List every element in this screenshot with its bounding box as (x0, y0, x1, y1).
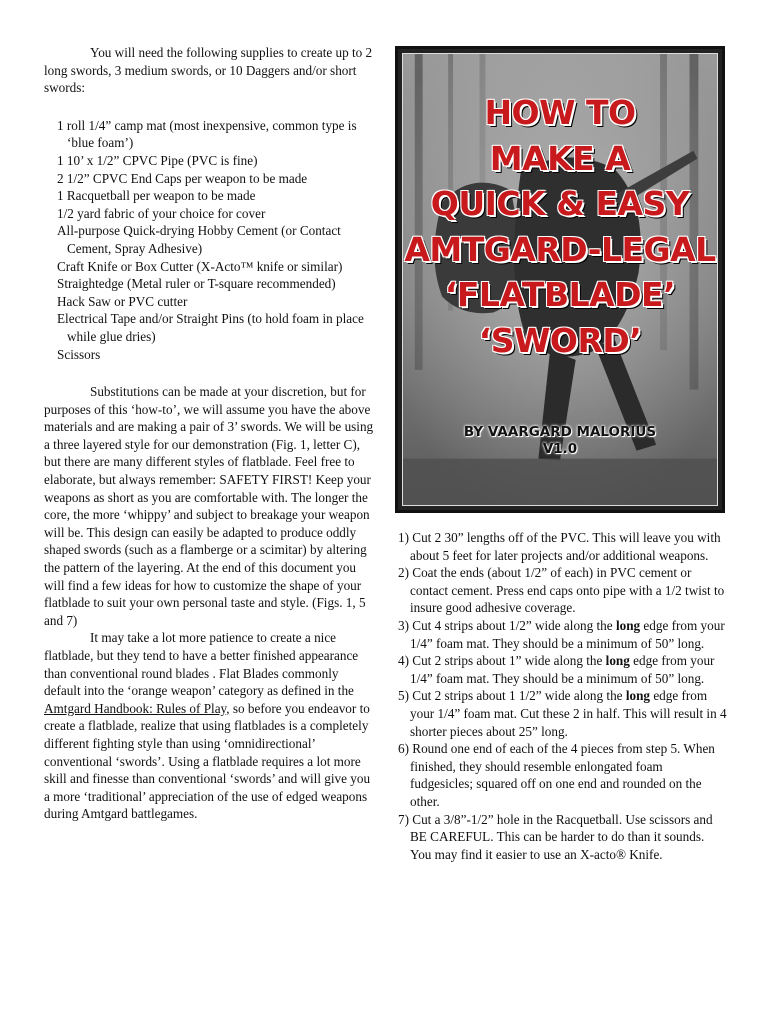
cover-frame (402, 53, 718, 506)
substitutions-paragraph: Substitutions can be made at your discretion, but for purposes of this ‘how-to’, we will assume you have the above materials and are making a pair of 3’ swords. We will be using a three layered style for our demonstration (Fig. 1, letter C), but there are many different styles of flatblade. Feel free to elaborate, but always remember: SAFETY FIRST! Keep your weapons as short as you are comfortable with. The longer the core, the more ‘whippy’ and subject to breakage your weapon will be. This design can easily be adapted to produce oddly shaped swords (such as a flamberge or a scimitar) by altering the pattern of the layering. At the end of this document you will find a few ideas for how to customize the shape of your flatblade to suit your own personal taste and style. (Figs. 1, 5 and 7) (44, 384, 374, 628)
cover-image (395, 46, 725, 513)
cover-title-line: AMTGARD-LEGAL (404, 229, 716, 269)
step-text: edge from your 1/4” foam mat. They should be a minimum of 50” long. (410, 653, 715, 686)
step-text: 3) Cut 4 strips about 1/2” wide along the (398, 617, 616, 633)
flatblade-text-a: It may take a lot more patience to create a nice flatblade, but they tend to have a better finished appearance than conventional round blades . Flat Blades commonly default into the ‘orange weapon’ category as defined in the (44, 630, 359, 699)
supply-item: 2 1/2” CPVC End Caps per weapon to be made (57, 170, 308, 186)
supply-item: 1 Racquetball per weapon to be made (57, 188, 256, 204)
cover-title-line: ‘SWORD’ (478, 320, 642, 360)
version-label: V1.0 (542, 441, 578, 457)
left-column (44, 44, 376, 823)
author-name: BY VAARGARD MALORIUS (463, 424, 657, 440)
step-text: 5) Cut 2 strips about 1 1/2” wide along the (398, 688, 626, 704)
supply-item: 1 10’ x 1/2” CPVC Pipe (PVC is fine) (57, 152, 258, 168)
supply-item: Straightedge (Metal ruler or T-square recommended) (57, 276, 336, 292)
step-emphasis: long (605, 653, 630, 669)
step-item: 6) Round one end of each of the 4 pieces from step 5. When finished, they should resemble enlongated foam fudgesicles; squared off on one end and rounded on the other. (398, 741, 715, 809)
supply-item: Scissors (57, 346, 101, 362)
supply-item: 1/2 yard fabric of your choice for cover (57, 205, 266, 221)
flatblade-paragraph (44, 629, 376, 823)
cover-title-line: MAKE A (489, 138, 631, 178)
supply-item: Craft Knife or Box Cutter (X-Acto™ knife or similar) (57, 258, 343, 274)
step-item (398, 687, 728, 740)
supply-item: All-purpose Quick-drying Hobby Cement (or Contact Cement, Spray Adhesive) (57, 223, 341, 256)
supplies-list (57, 117, 376, 363)
supply-item: Hack Saw or PVC cutter (57, 293, 188, 309)
cover-title-line: QUICK & EASY (430, 184, 690, 223)
step-item (398, 617, 728, 652)
flatblade-text-b: so before you endeavor to create a flatblade, realize that using flatblades is a completely different fighting style than using ‘omnidirectional’ conventional ‘swords’. Using a flatblade requires a lot more skill and finesse than conventional ‘swords’ and will give you a more ‘traditional’ appreciation of the use of edged weapons during Amtgard battlegames. (44, 700, 371, 822)
cover-byline (403, 424, 717, 458)
ground (403, 459, 717, 505)
supply-item: 1 roll 1/4” camp mat (most inexpensive, common type is ‘blue foam’) (57, 117, 357, 151)
cover-title-line: ‘FLATBLADE’ (444, 275, 676, 314)
handbook-reference: Amtgard Handbook: Rules of Play, (44, 700, 230, 716)
step-item: 7) Cut a 3/8”-1/2” hole in the Racquetball. Use scissors and BE CAREFUL. This can be harder to do than it sounds. You may find it easier to use an X-acto® Knife. (398, 811, 713, 862)
supply-item: Electrical Tape and/or Straight Pins (to hold foam in place while glue dries) (57, 311, 364, 344)
step-text: edge from your 1/4” foam mat. Cut these 2 in half. This will result in 4 shorter pieces about 25” long. (410, 688, 727, 739)
cover-title (403, 90, 717, 363)
step-emphasis: long (625, 688, 651, 704)
step-emphasis: long (615, 617, 641, 633)
step-item: 1) Cut 2 30” lengths off of the PVC. This will leave you with about 5 feet for later projects and/or additional weapons. (398, 530, 721, 563)
right-column (398, 529, 728, 863)
step-text: edge from your 1/4” foam mat. They should be a minimum of 50” long. (410, 617, 725, 651)
intro-paragraph: You will need the following supplies to create up to 2 long swords, 3 medium swords, or 10 Daggers and/or short swords: (44, 45, 373, 96)
step-text: 4) Cut 2 strips about 1” wide along the (398, 653, 606, 669)
step-item: 2) Coat the ends (about 1/2” of each) in PVC cement or contact cement. Press end caps onto pipe with a 1/2 twist to insure good adhesive coverage. (398, 565, 725, 616)
cover-title-line: HOW TO (484, 93, 636, 132)
step-item (398, 652, 728, 687)
steps-list (398, 529, 728, 863)
